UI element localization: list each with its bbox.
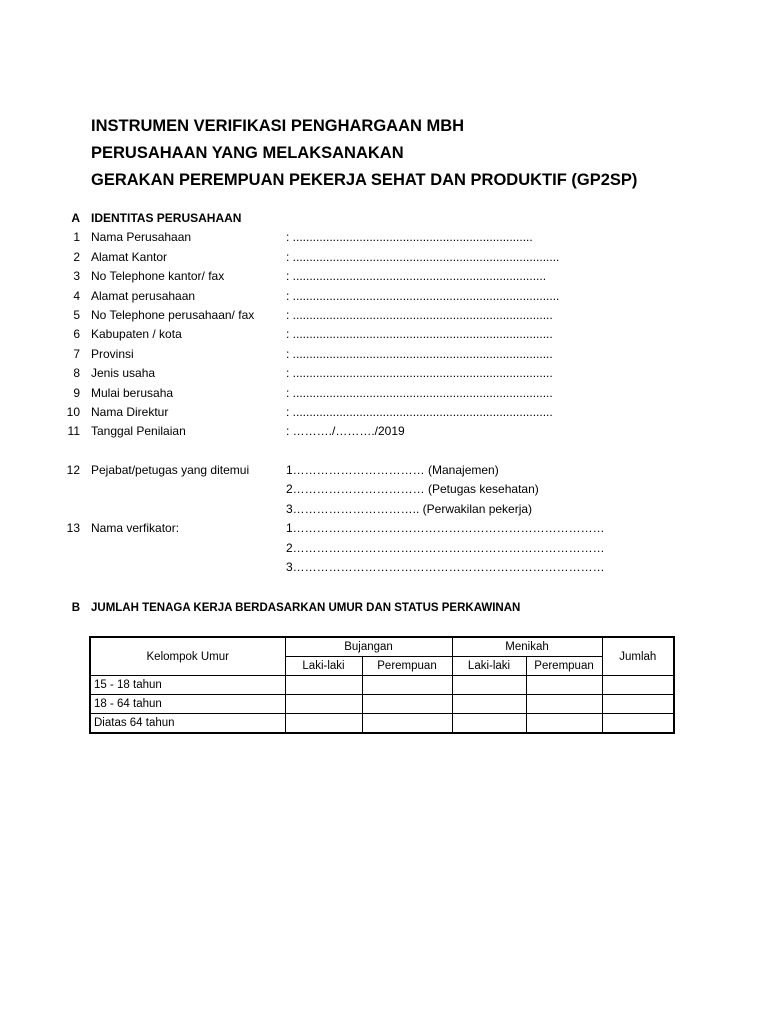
item-number: 5 xyxy=(73,307,80,322)
identity-row xyxy=(0,403,768,422)
table-row xyxy=(90,714,674,734)
item-value[interactable]: : ………./………./2019 xyxy=(286,424,405,439)
table-cell[interactable] xyxy=(285,714,362,734)
section-a xyxy=(0,209,768,577)
item-label: Mulai berusaha xyxy=(91,385,174,400)
identity-row xyxy=(0,325,768,344)
item-number: 3 xyxy=(73,269,80,284)
item-12-row-2 xyxy=(0,480,768,499)
item-13-row-2 xyxy=(0,539,768,558)
item-value[interactable]: : ................................................................................ xyxy=(286,288,560,303)
table-cell[interactable] xyxy=(452,714,526,734)
table-row xyxy=(90,695,674,714)
item-number: 8 xyxy=(73,366,80,381)
item-label: Pejabat/petugas yang ditemui xyxy=(91,463,250,478)
age-cell: 15 - 18 tahun xyxy=(90,676,285,695)
item-value: 3………………………….. (Perwakilan pekerja) xyxy=(286,501,533,516)
item-value: 2…………………………… (Petugas kesehatan) xyxy=(286,482,539,497)
item-number: 7 xyxy=(73,346,80,361)
title-line-1: INSTRUMEN VERIFIKASI PENGHARGAAN MBH xyxy=(91,117,465,135)
header-total: Jumlah xyxy=(602,637,674,676)
age-cell: 18 - 64 tahun xyxy=(90,695,285,714)
item-value: 2…………………………………………………………………… xyxy=(286,540,605,555)
item-value[interactable]: : .............................................................................. xyxy=(286,327,553,342)
item-number: 9 xyxy=(73,385,80,400)
item-number: 2 xyxy=(73,249,80,264)
header-male: Laki-laki xyxy=(452,657,526,676)
workforce-table xyxy=(89,636,675,734)
identity-row xyxy=(0,287,768,306)
item-label: Kabupaten / kota xyxy=(91,327,182,342)
item-value: 1…………………………… (Manajemen) xyxy=(286,463,499,478)
table-cell[interactable] xyxy=(602,676,674,695)
item-12-row xyxy=(0,461,768,480)
item-number: 13 xyxy=(66,521,80,536)
item-number: 4 xyxy=(73,288,80,303)
item-label: Jenis usaha xyxy=(91,366,156,381)
identity-row xyxy=(0,422,768,441)
item-value[interactable]: : ................................................................................ xyxy=(286,249,560,264)
table-cell[interactable] xyxy=(362,695,452,714)
item-value[interactable]: : .............................................................................. xyxy=(286,346,553,361)
section-heading: JUMLAH TENAGA KERJA BERDASARKAN UMUR DAN STATUS PERKAWINAN xyxy=(91,602,521,614)
identity-row xyxy=(0,248,768,267)
item-label: Tanggal Penilaian xyxy=(91,424,186,439)
table-cell[interactable] xyxy=(285,676,362,695)
item-value[interactable]: : .............................................................................. xyxy=(286,307,553,322)
item-label: No Telephone perusahaan/ fax xyxy=(91,307,255,322)
item-13-row-3 xyxy=(0,558,768,577)
table-row xyxy=(90,676,674,695)
item-number: 1 xyxy=(73,230,80,245)
item-13-row xyxy=(0,519,768,538)
identity-row xyxy=(0,384,768,403)
item-label: Provinsi xyxy=(91,346,134,361)
item-value[interactable]: : ........................................................................ xyxy=(286,230,533,245)
title-line-2: PERUSAHAAN YANG MELAKSANAKAN xyxy=(91,144,404,162)
item-number: 11 xyxy=(67,424,80,439)
table-cell[interactable] xyxy=(602,714,674,734)
identity-row xyxy=(0,364,768,383)
item-label: Nama verfikator: xyxy=(91,521,180,536)
section-letter: A xyxy=(71,211,80,225)
item-label: Alamat perusahaan xyxy=(91,288,196,303)
item-value[interactable]: : .............................................................................. xyxy=(286,385,553,400)
table-cell[interactable] xyxy=(602,695,674,714)
item-number: 6 xyxy=(73,327,80,342)
table-cell[interactable] xyxy=(362,714,452,734)
header-single: Bujangan xyxy=(285,637,452,657)
section-b-heading-row xyxy=(0,598,768,618)
identity-row xyxy=(0,345,768,364)
item-value: 1…………………………………………………………………… xyxy=(286,521,605,536)
identity-row xyxy=(0,267,768,286)
table-cell[interactable] xyxy=(526,714,602,734)
spacer xyxy=(0,442,768,461)
table-cell[interactable] xyxy=(526,695,602,714)
header-age-group: Kelompok Umur xyxy=(90,637,285,676)
section-heading: IDENTITAS PERUSAHAAN xyxy=(91,211,242,225)
section-a-heading-row xyxy=(0,209,768,228)
item-value[interactable]: : ............................................................................ xyxy=(286,269,547,284)
title-line-3: GERAKAN PEREMPUAN PEKERJA SEHAT DAN PRODUKTIF (GP2SP) xyxy=(91,171,638,189)
section-letter: B xyxy=(71,602,80,614)
header-married: Menikah xyxy=(452,637,602,657)
table-cell[interactable] xyxy=(452,676,526,695)
item-12-row-3 xyxy=(0,500,768,519)
identity-row xyxy=(0,306,768,325)
header-female: Perempuan xyxy=(526,657,602,676)
table-cell[interactable] xyxy=(285,695,362,714)
item-value[interactable]: : .............................................................................. xyxy=(286,366,553,381)
table-cell[interactable] xyxy=(362,676,452,695)
header-female: Perempuan xyxy=(362,657,452,676)
item-value[interactable]: : .............................................................................. xyxy=(286,404,553,419)
header-male: Laki-laki xyxy=(285,657,362,676)
document-title xyxy=(91,113,637,194)
item-label: No Telephone kantor/ fax xyxy=(91,269,225,284)
table-cell[interactable] xyxy=(452,695,526,714)
item-number: 10 xyxy=(66,404,80,419)
item-label: Alamat Kantor xyxy=(91,249,168,264)
identity-list xyxy=(0,228,768,441)
item-label: Nama Perusahaan xyxy=(91,230,192,245)
item-label: Nama Direktur xyxy=(91,404,169,419)
table-cell[interactable] xyxy=(526,676,602,695)
item-number: 12 xyxy=(66,463,80,478)
identity-row xyxy=(0,228,768,247)
age-cell: Diatas 64 tahun xyxy=(90,714,285,734)
item-value: 3…………………………………………………………………… xyxy=(286,560,605,575)
